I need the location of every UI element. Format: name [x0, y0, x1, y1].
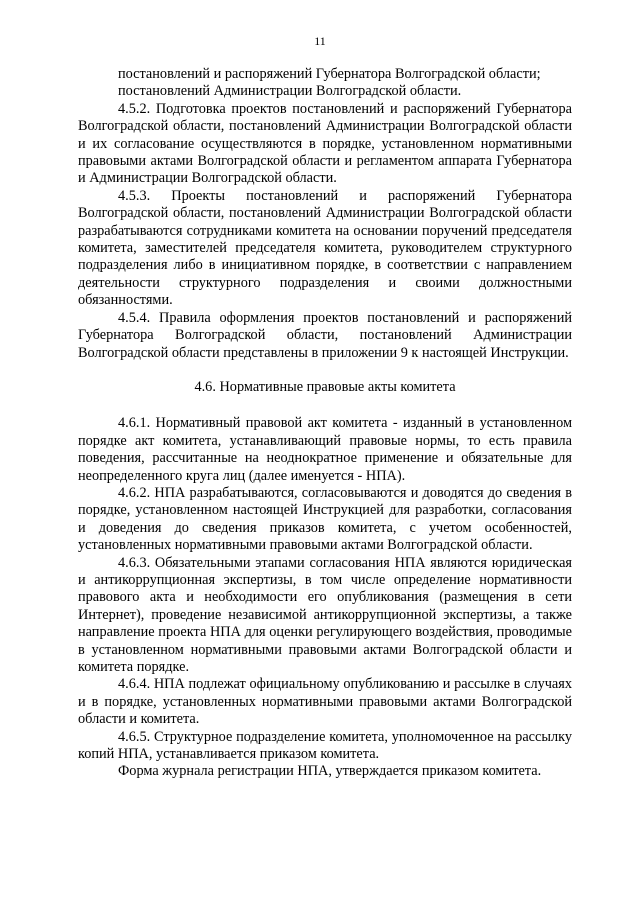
paragraph-list-item-1: постановлений и распоряжений Губернатора Волгоградской области; [118, 66, 541, 82]
paragraph-4-6-3: 4.6.3. Обязательными этапами согласования НПА являются юридическая и антикоррупционная экспертизы, в том числе определение нормативности правового акта и необходимости его опубликования (размещения в сети Интернет), проведение независимой антикоррупционной экспертизы, а также направление проекта НПА для оценки регулирующего воздействия, проводимые в установленном нормативными правовыми актами Волгоградской области и комитета порядке. [78, 554, 572, 675]
section-heading: 4.6. Нормативные правовые акты комитета [194, 378, 456, 395]
paragraph-4-5-3: 4.5.3. Проекты постановлений и распоряжений Губернатора Волгоградской области, постановлений Администрации Волгоградской области разрабатываются сотрудниками комитета на основании поручений председателя комитета, заместителей председателя комитета, руководителем структурного подразделения либо в инициативном порядке, в соответствии с направлением деятельности структурного подразделения и своими должностными обязанностями. [78, 187, 572, 309]
paragraph-4-6-4: 4.6.4. НПА подлежат официальному опубликованию и рассылке в случаях и в порядке, установленных нормативными правовыми актами Волгоградской области и комитета. [78, 676, 572, 728]
paragraph-4-5-2: 4.5.2. Подготовка проектов постановлений и распоряжений Губернатора Волгоградской области, постановлений Администрации Волгоградской области и их согласование осуществляются в порядке, установленном нормативными правовыми актами Волгоградской области и регламентом аппарата Губернатора и Администрации Волгоградской области. [78, 100, 572, 187]
paragraph-4-6-2: 4.6.2. НПА разрабатываются, согласовываются и доводятся до сведения в порядке, установленном настоящей Инструкцией для разработки, согласования и доведения до сведения приказов комитета, с учетом особенностей, установленных нормативными правовыми актами Волгоградской области. [78, 484, 572, 554]
paragraph-4-6-5: 4.6.5. Структурное подразделение комитета, уполномоченное на рассылку копий НПА, устанавливается приказом комитета. [78, 728, 572, 763]
page-number: 11 [314, 34, 326, 48]
paragraph-4-5-4: 4.5.4. Правила оформления проектов постановлений и распоряжений Губернатора Волгоградской области, постановлений Администрации Волгоградской области представлены в приложении 9 к настоящей Инструкции. [78, 309, 572, 361]
paragraph-4-6-1: 4.6.1. Нормативный правовой акт комитета - изданный в установленном порядке акт комитета, устанавливающий правовые нормы, то есть правила поведения, рассчитанные на неоднократное применение и обязательные для неопределенного круга лиц (далее именуется - НПА). [78, 415, 572, 484]
paragraph-list-item-2: постановлений Администрации Волгоградской области. [118, 83, 462, 100]
paragraph-journal-form: Форма журнала регистрации НПА, утверждается приказом комитета. [118, 763, 542, 780]
document-body [78, 66, 572, 781]
